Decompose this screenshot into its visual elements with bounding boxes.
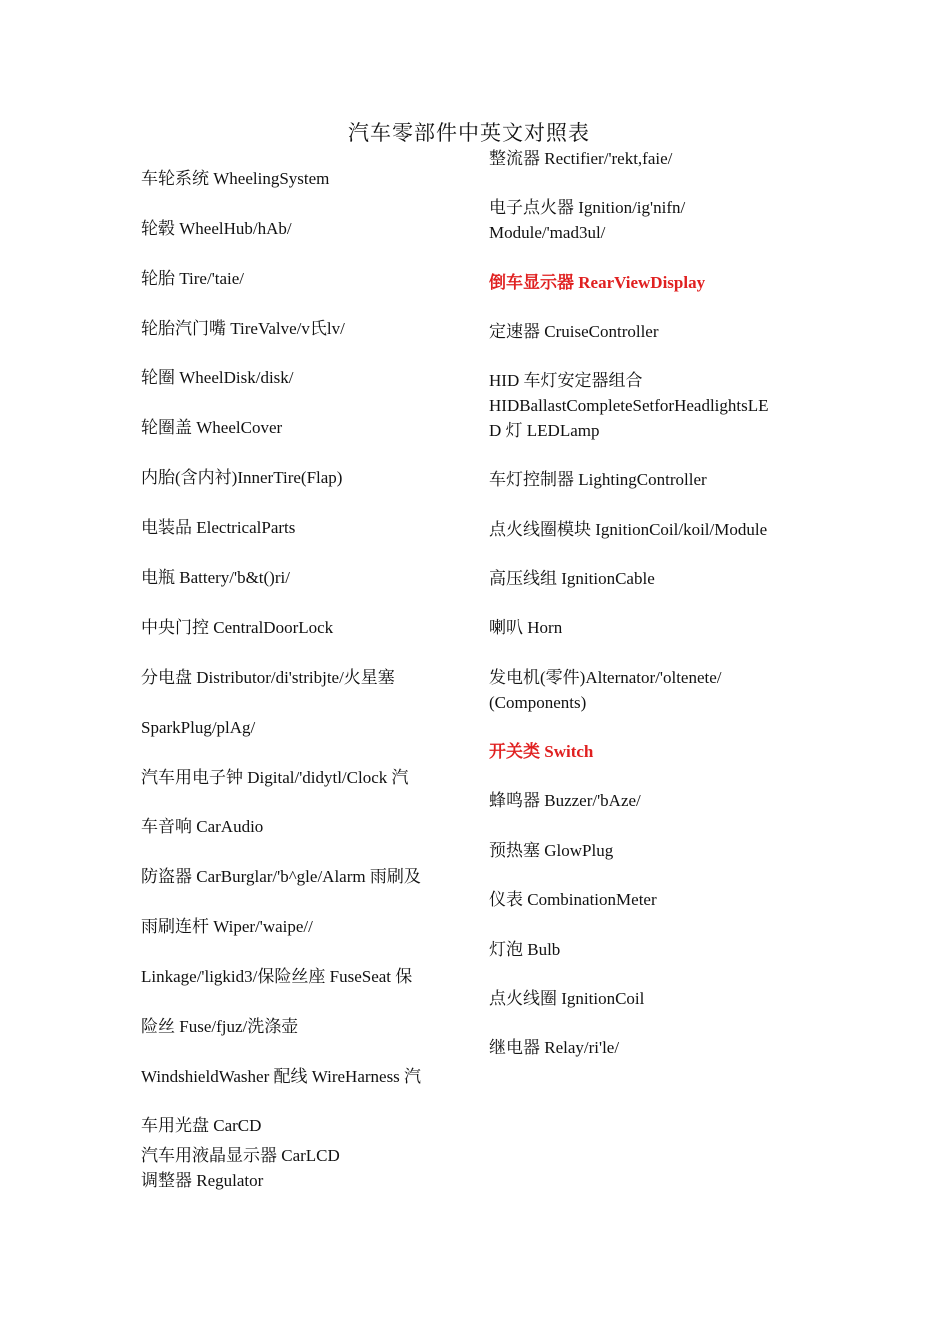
term-windshield-washer: WindshieldWasher 配线 WireHarness 汽 bbox=[141, 1067, 422, 1086]
term-ignition-coil-module: 点火线圈模块 IgnitionCoil/koil/Module bbox=[489, 520, 768, 539]
term-switch: 开关类 Switch bbox=[489, 742, 594, 761]
term-electrical-parts: 电装品 ElectricalParts bbox=[141, 518, 296, 537]
term-car-lcd: 汽车用液晶显示器 CarLCD bbox=[141, 1146, 340, 1165]
term-wheel-cover: 轮圈盖 WheelCover bbox=[141, 418, 283, 437]
page-title: 汽车零部件中英文对照表 bbox=[348, 121, 590, 145]
term-ignition-coil: 点火线圈 IgnitionCoil bbox=[489, 989, 645, 1008]
term-fuse: 险丝 Fuse/fjuz/洗涤壶 bbox=[141, 1017, 299, 1036]
term-ignition-cable: 高压线组 IgnitionCable bbox=[489, 569, 655, 588]
term-wheel-hub: 轮毂 WheelHub/hAb/ bbox=[141, 219, 292, 238]
term-car-cd: 车用光盘 CarCD bbox=[141, 1116, 262, 1135]
term-horn: 喇叭 Horn bbox=[489, 618, 563, 637]
term-car-audio: 车音响 CarAudio bbox=[141, 817, 264, 836]
term-ignition-module: Module/'mad3ul/ bbox=[489, 223, 606, 242]
term-lighting-controller: 车灯控制器 LightingController bbox=[489, 470, 707, 489]
term-rear-view-display: 倒车显示器 RearViewDisplay bbox=[489, 273, 706, 292]
term-cruise-controller: 定速器 CruiseController bbox=[489, 322, 659, 341]
term-led-lamp: D 灯 LEDLamp bbox=[489, 421, 600, 440]
term-inner-tire: 内胎(含内衬)InnerTire(Flap) bbox=[141, 468, 343, 487]
term-distributor: 分电盘 Distributor/di'stribjte/火星塞 bbox=[141, 668, 395, 687]
term-wheel-disk: 轮圈 WheelDisk/disk/ bbox=[141, 368, 294, 387]
term-components: (Components) bbox=[489, 693, 587, 712]
term-alternator: 发电机(零件)Alternator/'oltenete/ bbox=[489, 668, 722, 687]
term-hid-ballast: HIDBallastCompleteSetforHeadlightsLE bbox=[489, 396, 769, 415]
term-tire-valve: 轮胎汽门嘴 TireValve/v氏lv/ bbox=[141, 319, 345, 338]
term-wiper: 雨刷连杆 Wiper/'waipe// bbox=[141, 917, 313, 936]
term-spark-plug: SparkPlug/plAg/ bbox=[141, 718, 256, 737]
term-tire: 轮胎 Tire/'taie/ bbox=[141, 269, 245, 288]
term-battery: 电瓶 Battery/'b&t()ri/ bbox=[141, 568, 290, 587]
term-car-burglar-alarm: 防盗器 CarBurglar/'b^gle/Alarm 雨刷及 bbox=[141, 867, 421, 886]
term-ignition: 电子点火器 Ignition/ig'nifn/ bbox=[489, 198, 686, 217]
term-relay: 继电器 Relay/ri'le/ bbox=[489, 1038, 620, 1057]
term-buzzer: 蜂鸣器 Buzzer/'bAze/ bbox=[489, 791, 641, 810]
term-glow-plug: 预热塞 GlowPlug bbox=[489, 841, 614, 860]
term-central-door-lock: 中央门控 CentralDoorLock bbox=[141, 618, 334, 637]
term-bulb: 灯泡 Bulb bbox=[489, 940, 561, 959]
term-hid: HID 车灯安定器组合 bbox=[489, 371, 643, 390]
term-combination-meter: 仪表 CombinationMeter bbox=[489, 890, 657, 909]
term-digital-clock: 汽车用电子钟 Digital/'didytl/Clock 汽 bbox=[141, 768, 409, 787]
term-regulator: 调整器 Regulator bbox=[141, 1171, 264, 1190]
term-wheeling-system: 车轮系统 WheelingSystem bbox=[141, 169, 330, 188]
term-rectifier: 整流器 Rectifier/'rekt,faie/ bbox=[489, 149, 673, 168]
term-linkage-fuse-seat: Linkage/'ligkid3/保险丝座 FuseSeat 保 bbox=[141, 967, 413, 986]
